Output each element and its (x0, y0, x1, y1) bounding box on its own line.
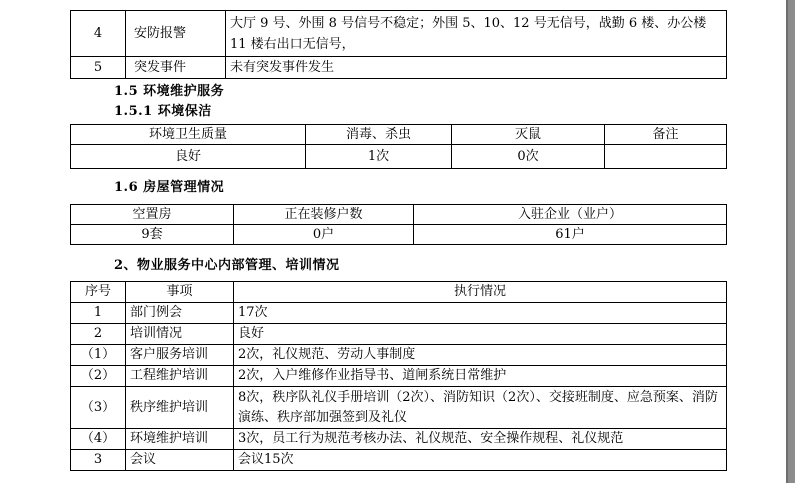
table-cell: 0户 (234, 225, 414, 245)
row-item: 部门例会 (126, 303, 234, 324)
table-header-row (71, 282, 727, 303)
row-desc: 3次，员工行为规范考核办法、礼仪规范、安全操作规程、礼仪规范 (234, 429, 727, 450)
row-desc: 大厅 9 号、外围 8 号信号不稳定；外围 5、10、12 号无信号，战勤 6 楼、办公楼 11 楼右出口无信号， (226, 11, 727, 57)
table-row (71, 450, 727, 471)
row-number: 4 (71, 11, 126, 57)
table-row (71, 11, 727, 57)
row-item: 培训情况 (126, 324, 234, 345)
column-header: 入驻企业（业户） (414, 205, 727, 225)
column-header: 序号 (71, 282, 126, 303)
table-row (71, 345, 727, 366)
column-header: 空置房 (71, 205, 234, 225)
column-header: 灭鼠 (452, 125, 605, 145)
row-item: 安防报警 (126, 11, 226, 57)
row-desc: 未有突发事件发生 (226, 57, 727, 79)
section-heading: 2、物业服务中心内部管理、培训情况 (114, 258, 340, 273)
column-header: 事项 (126, 282, 234, 303)
table-header-row (71, 125, 727, 145)
row-desc: 会议15次 (234, 450, 727, 471)
row-number: （4） (71, 429, 126, 450)
column-header: 执行情况 (234, 282, 727, 303)
row-number: 1 (71, 303, 126, 324)
row-desc: 17次 (234, 303, 727, 324)
row-item: 秩序维护培训 (126, 387, 234, 429)
table-cell: 9套 (71, 225, 234, 245)
row-number: （3） (71, 387, 126, 429)
table-row (71, 366, 727, 387)
table-row (71, 387, 727, 429)
row-number: 3 (71, 450, 126, 471)
row-desc: 2次，礼仪规范、劳动人事制度 (234, 345, 727, 366)
column-header: 正在装修户数 (234, 205, 414, 225)
row-desc: 2次，入户维修作业指导书、道闸系统日常维护 (234, 366, 727, 387)
management-table (70, 281, 727, 471)
table-cell: 良好 (71, 145, 306, 169)
table-row (71, 57, 727, 79)
environment-table (70, 124, 727, 169)
row-number: 2 (71, 324, 126, 345)
subsection-heading: 1.5.1 环境保洁 (114, 104, 212, 119)
row-desc: 良好 (234, 324, 727, 345)
column-header: 备注 (605, 125, 727, 145)
table-row (71, 324, 727, 345)
row-number: （1） (71, 345, 126, 366)
column-header: 消毒、杀虫 (306, 125, 452, 145)
table-row (71, 225, 727, 245)
table-row (71, 429, 727, 450)
table-header-row (71, 205, 727, 225)
column-header: 环境卫生质量 (71, 125, 306, 145)
table-cell: 61户 (414, 225, 727, 245)
row-number: （2） (71, 366, 126, 387)
table-row (71, 303, 727, 324)
row-item: 突发事件 (126, 57, 226, 79)
section-heading: 1.6 房屋管理情况 (114, 180, 225, 195)
row-item: 会议 (126, 450, 234, 471)
security-table (70, 10, 727, 79)
window-scroll-edge (788, 0, 795, 483)
row-item: 客户服务培训 (126, 345, 234, 366)
row-desc: 8次，秩序队礼仪手册培训（2次）、消防知识（2次）、交接班制度、应急预案、消防演练、秩序部加强签到及礼仪 (234, 387, 727, 429)
row-item: 环境维护培训 (126, 429, 234, 450)
section-heading: 1.5 环境维护服务 (114, 84, 225, 99)
row-number: 5 (71, 57, 126, 79)
table-row (71, 145, 727, 169)
table-cell: 0次 (452, 145, 605, 169)
table-cell: 1次 (306, 145, 452, 169)
housing-table (70, 204, 727, 245)
row-item: 工程维护培训 (126, 366, 234, 387)
table-cell (605, 145, 727, 169)
